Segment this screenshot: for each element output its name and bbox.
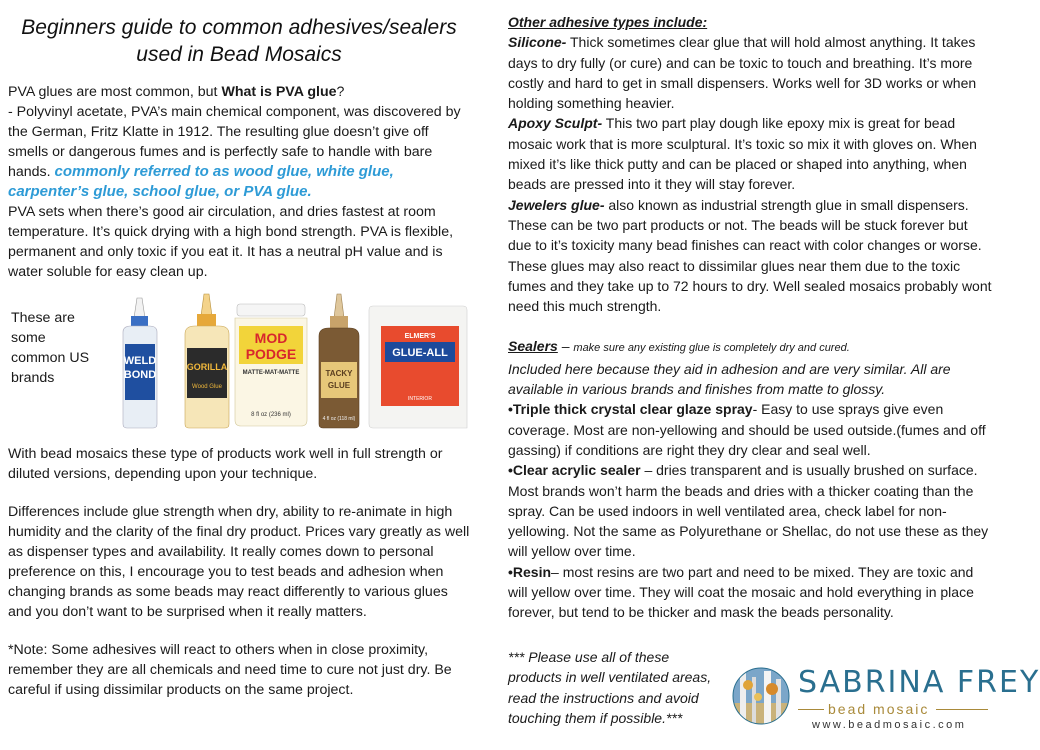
logo-url: www.beadmosaic.com xyxy=(812,719,967,731)
acrylic-label: •Clear acrylic sealer xyxy=(508,462,641,479)
weldbond-bottle xyxy=(123,298,157,428)
tacky-size: 4 fl oz (118 ml) xyxy=(322,416,356,422)
sealers-heading: Sealers xyxy=(508,338,558,355)
logo-rule-left xyxy=(798,709,824,710)
gorilla-label: GORILLA xyxy=(186,362,228,372)
tacky-label-1: TACKY xyxy=(325,369,353,378)
brand-logo xyxy=(732,663,1040,735)
logo-mosaic-icon xyxy=(732,667,790,725)
silicone-label: Silicone- xyxy=(508,34,567,51)
modpodge-jar xyxy=(235,304,307,426)
tacky-label-2: GLUE xyxy=(327,381,351,390)
other-adhesives-section: Other adhesive types include: Silicone- Thick sometimes clear glue that will hold almost anything. It takes days to dry fully (or cure) and can be toxic to touch and breathing. It’s more costly and hard to get in small dispensers. Works well for 3D works or when holding something heavier. Apoxy Sculpt- This two part play dough like epoxy mix is great for bead mosaic work that is more sculptural. It’s toxic so mix it with gloves on. When mixed it’s like thick putty and can be placed or shaped into anything, when beads are pressed into it they will stay forever. Jewelers glue- also known as industrial strength glue in small dispensers. These can be two part products or not. The beads will be stuck forever but due to it’s toxicity many bead finishes can react with color changes or worse. These glues may also react to dissimilar glues near them due to the toxic fumes and they take up to 72 hours to dry. Well sealed mosaics probably wont need this much strength. xyxy=(508,14,992,315)
logo-subtitle: bead mosaic xyxy=(828,701,930,717)
jewelers-label: Jewelers glue- xyxy=(508,196,605,213)
glueall-tag: INTERIOR xyxy=(408,396,432,402)
tacky-glue-bottle xyxy=(319,294,359,428)
triple-thick-label: •Triple thick crystal clear glaze spray xyxy=(508,401,753,418)
modpodge-sub: MATTE-MAT-MATTE xyxy=(242,370,300,376)
paragraph-techniques: With bead mosaics these type of products work well in full strength or diluted versions, depending upon your technique. xyxy=(8,446,443,482)
paragraph-differences: Differences include glue strength when dry, ability to re-animate in high humidity and the clarity of the final dry product. Prices vary greatly as well as dispenser types and availability. It really comes down to personal preference on this, I encourage you to test beads and adhesion when changing brands as some beads may react differently to various glues and you don’t want to be surprised when it really matters. xyxy=(8,504,470,620)
glue-bottles-image xyxy=(111,292,471,432)
gorilla-sub: Wood Glue xyxy=(192,384,222,390)
paragraph-note: *Note: Some adhesives will react to others when in close proximity, remember they are all chemicals and need time to cure not just dry. Be careful if using dissimilar products on the same project. xyxy=(8,642,452,698)
safety-note: *** Please use all of these products in well ventilated areas, read the instructions and avoid touching them if possible.*** xyxy=(508,649,712,726)
weldbond-label-1: WELD xyxy=(123,355,157,367)
glue-all-jug xyxy=(369,306,467,428)
sealers-intro: Included here because they aid in adhesion and are very similar. All are available in various brands and finishes from matte to glossy. xyxy=(508,360,951,398)
right-column xyxy=(508,12,992,623)
resin-label: •Resin xyxy=(508,563,552,580)
modpodge-label-1: MOD xyxy=(254,330,288,346)
glueall-brand: ELMER'S xyxy=(404,333,436,340)
other-heading: Other adhesive types include: xyxy=(508,14,708,30)
glueall-name: GLUE-ALL xyxy=(392,347,448,359)
page-title: Beginners guide to common adhesives/sealers used in Bead Mosaics xyxy=(21,16,457,66)
modpodge-size: 8 fl oz (236 ml) xyxy=(251,412,291,418)
logo-name: SABRINA FREY xyxy=(798,665,1040,700)
left-column xyxy=(8,12,470,700)
pva-intro: PVA glues are most common, but What is PVA glue? - Polyvinyl acetate, PVA’s main chemical component, was discovered by the German, Fritz Klatte in 1912. The resulting glue doesn’t give off smells or dangerous fumes and is perfectly safe to handle with bare hands. commonly referred to as wood glue, white glue, carpenter’s glue, school glue, or PVA glue. PVA sets when there’s good air circulation, and dries fastest at room temperature. It’s quick drying with a high bond strength. PVA is flexible, permanent and only toxic if you eat it. It has a neutral pH value and is water soluble for easy clean up. xyxy=(8,84,461,280)
gorilla-bottle xyxy=(185,294,229,428)
common-names-highlight: commonly referred to as wood glue, white glue, carpenter’s glue, school glue, or PVA glue. xyxy=(8,163,394,200)
apoxy-label: Apoxy Sculpt- xyxy=(508,115,603,132)
brands-label: These are some common US brands xyxy=(11,310,90,386)
brands-row xyxy=(8,292,470,432)
modpodge-label-2: PODGE xyxy=(245,346,297,362)
sealers-section: Sealers – make sure any existing glue is completely dry and cured. Included here because they aid in adhesion and are very similar. All are available in various brands and finishes from matte to glossy. •Triple thick crystal clear glaze spray- Easy to use sprays give even coverage. Most are non-yellowing and should be used outside.(fumes and off gassing) if conditions are right they dry clear and seal well. •Clear acrylic sealer – dries transparent and is usually brushed on surface. Most brands won’t harm the beads and dries with a thicker coating than the spray. Can be used indoors in well ventilated area, check label for non-yellowing. Not the same as Polyurethane or Shellac, do not use these as they will yellow over time. •Resin– most resins are two part and need to be mixed. They are toxic and will yellow over time. They will coat the mosaic and hold everything in place forever, but tend to be thicker and mask the beads personality. xyxy=(508,338,989,621)
weldbond-label-2: BOND xyxy=(123,369,157,381)
logo-rule-right xyxy=(936,709,988,710)
